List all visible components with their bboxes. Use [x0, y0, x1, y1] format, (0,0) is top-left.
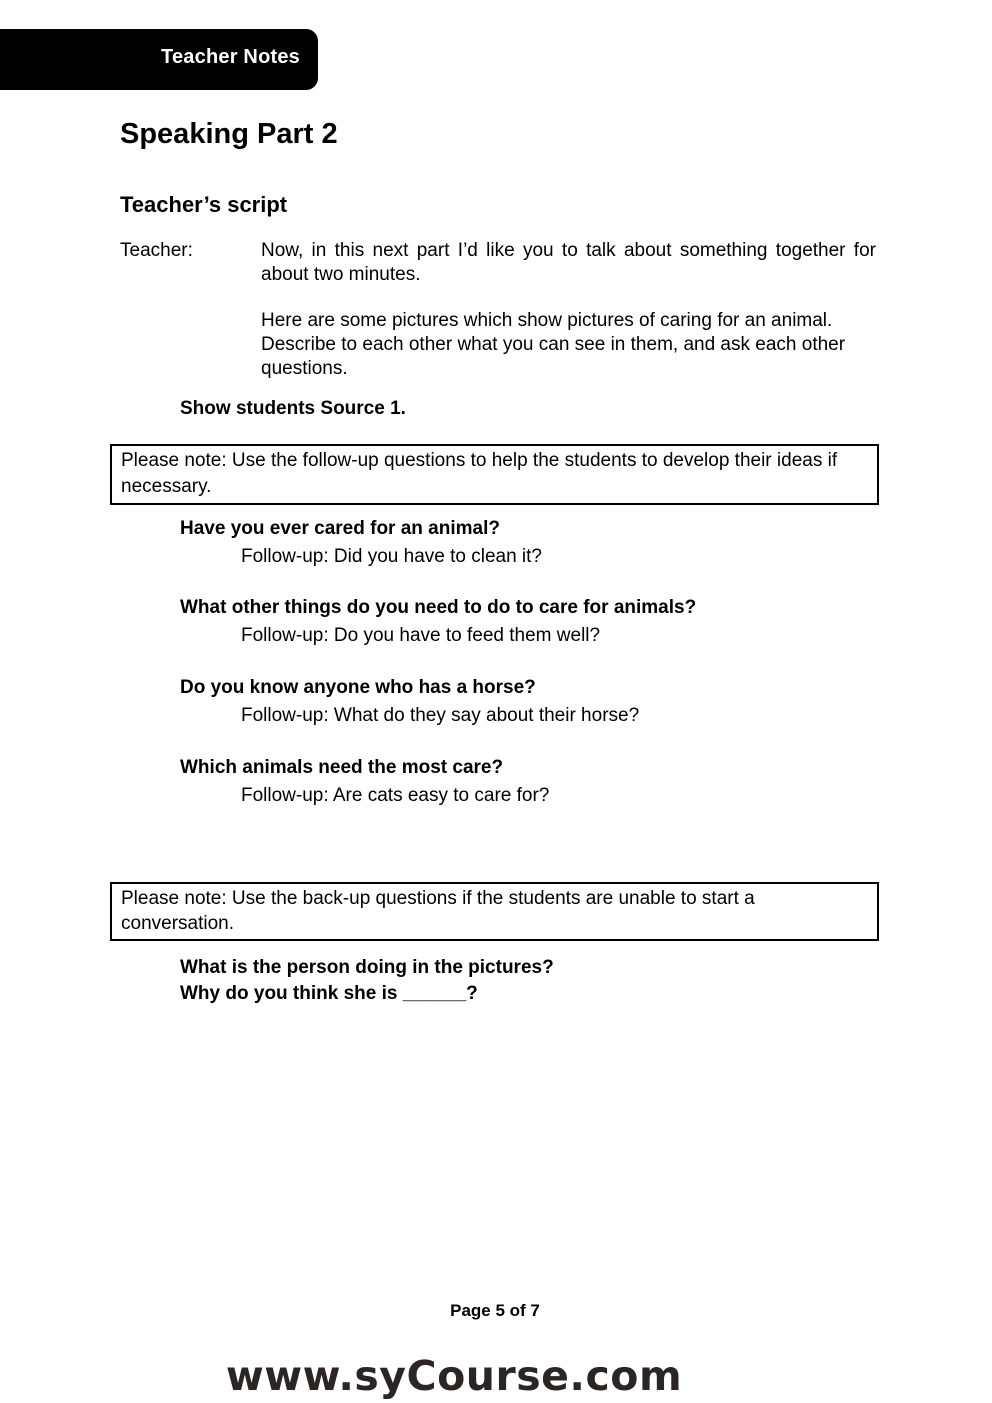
question: What other things do you need to do to care for animals? [180, 597, 697, 618]
question: Which animals need the most care? [180, 757, 504, 778]
page-label: Page 5 of 7 [450, 1301, 540, 1320]
follow-up-note-box: Please note: Use the follow-up questions to help the students to develop their ideas if necessary. [110, 444, 879, 505]
backup-question: Why do you think she is ______? [180, 983, 478, 1004]
follow-up: Follow-up: What do they say about their horse? [241, 705, 640, 726]
section-heading: Teacher’s script [120, 192, 288, 217]
follow-up: Follow-up: Do you have to feed them well? [241, 625, 601, 646]
question: Do you know anyone who has a horse? [180, 677, 536, 698]
follow-up: Follow-up: Did you have to clean it? [241, 546, 542, 567]
speaker-label: Teacher: [120, 240, 193, 261]
backup-question: What is the person doing in the pictures? [180, 957, 554, 978]
teacher-notes-tab [0, 29, 318, 90]
page-title: Speaking Part 2 [120, 118, 338, 150]
backup-questions [180, 955, 554, 1007]
script-paragraph-1: Now, in this next part I’d like you to talk about something together for about two minutes. [261, 240, 876, 285]
back-up-note-box: Please note: Use the back-up questions if the students are unable to start a conversation. [110, 882, 879, 941]
instruction: Show students Source 1. [180, 398, 406, 419]
question: Have you ever cared for an animal? [180, 518, 500, 539]
script-paragraph-2: Here are some pictures which show pictures of caring for an animal. Describe to each other what you can see in them, and ask each other questions. [261, 310, 846, 379]
follow-up: Follow-up: Are cats easy to care for? [241, 785, 550, 806]
tab-label: Teacher Notes [161, 46, 300, 68]
website-watermark: www.syCourse.com [225, 1352, 683, 1400]
page-number [0, 1301, 992, 1321]
